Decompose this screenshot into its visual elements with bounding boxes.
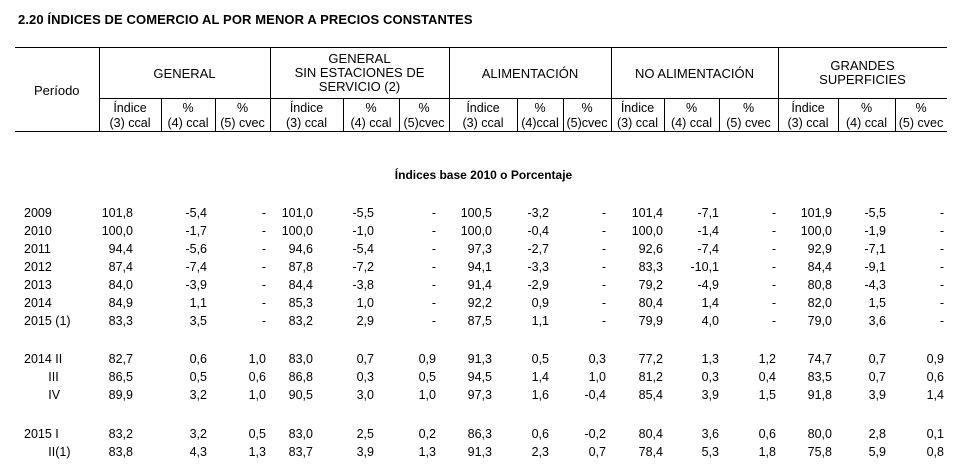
table-cell: 79,0 <box>807 314 832 328</box>
table-cell: 1,4 <box>926 388 944 402</box>
column-divider <box>517 98 518 132</box>
row-period: 2014 <box>24 296 52 310</box>
table-cell: 91,3 <box>467 352 492 366</box>
table-cell: 3,5 <box>189 314 207 328</box>
table-cell: 89,9 <box>108 388 133 402</box>
column-subheader-line: (4) ccal <box>671 116 712 130</box>
table-cell: 1,0 <box>418 388 436 402</box>
table-cell: - <box>431 260 436 274</box>
table-cell: 0,2 <box>418 427 436 441</box>
column-subheader-line: % <box>685 101 698 115</box>
table-cell: 79,9 <box>638 314 663 328</box>
table-cell: 1,6 <box>531 388 549 402</box>
table-cell: 87,4 <box>108 260 133 274</box>
table-cell: 91,3 <box>467 445 492 459</box>
table-cell: -1,9 <box>864 224 886 238</box>
table-row <box>0 242 967 259</box>
table-cell: 92,9 <box>807 242 832 256</box>
column-divider <box>895 98 896 132</box>
table-cell: 1,0 <box>248 352 266 366</box>
row-period: 2013 <box>24 278 52 292</box>
table-cell: 0,9 <box>418 352 436 366</box>
column-divider <box>719 98 720 132</box>
column-subheader-line: Índice <box>620 101 655 115</box>
table-cell: 94,1 <box>467 260 492 274</box>
table-row <box>0 352 967 369</box>
table-row <box>0 206 967 223</box>
table-cell: 0,7 <box>868 352 886 366</box>
table-cell: 75,8 <box>807 445 832 459</box>
row-period: 2010 <box>24 224 52 238</box>
table-cell: 83,0 <box>288 352 313 366</box>
column-subheader-line: Índice <box>466 101 500 115</box>
table-cell: 100,0 <box>460 224 492 238</box>
group-header-line: SUPERFICIES <box>819 72 906 87</box>
table-cell: -5,5 <box>864 206 886 220</box>
column-divider <box>838 98 839 132</box>
table-header-bottom-rule <box>15 131 947 132</box>
table-cell: 84,4 <box>807 260 832 274</box>
column-subheader-line: Índice <box>289 101 324 115</box>
column-subheader-line: % <box>418 101 430 115</box>
column-subheader-line: (4) ccal <box>167 116 209 130</box>
table-cell: 1,4 <box>531 370 549 384</box>
table-cell: 101,9 <box>800 206 832 220</box>
table-cell: - <box>261 314 266 328</box>
table-cell: 3,6 <box>868 314 886 328</box>
table-cell: -3,9 <box>185 278 207 292</box>
table-cell: 0,8 <box>926 445 944 459</box>
table-cell: -0,2 <box>584 427 606 441</box>
table-cell: -5,6 <box>185 242 207 256</box>
row-period: 2014 II <box>24 352 63 366</box>
row-period: 2015 (1) <box>24 314 71 328</box>
table-cell: 85,3 <box>288 296 313 310</box>
table-cell: 0,5 <box>189 370 207 384</box>
table-cell: 1,3 <box>418 445 436 459</box>
table-cell: 90,5 <box>288 388 313 402</box>
table-cell: 3,9 <box>701 388 719 402</box>
subheader-rule <box>99 98 947 99</box>
table-cell: 84,9 <box>108 296 133 310</box>
table-cell: 100,0 <box>101 224 133 238</box>
table-cell: 94,4 <box>108 242 133 256</box>
table-row <box>0 260 967 277</box>
table-cell: 82,0 <box>807 296 832 310</box>
table-cell: - <box>601 224 606 238</box>
table-cell: 0,5 <box>248 427 266 441</box>
column-subheader-line: Índice <box>113 101 147 115</box>
table-cell: 86,8 <box>288 370 313 384</box>
table-row <box>0 296 967 313</box>
table-cell: - <box>601 260 606 274</box>
period-header: Período <box>34 83 80 98</box>
table-cell: -7,2 <box>352 260 374 274</box>
row-period: 2012 <box>24 260 52 274</box>
column-subheader-line: (5) cvec <box>220 116 265 130</box>
table-cell: - <box>431 296 436 310</box>
table-cell: 1,5 <box>758 388 776 402</box>
table-cell: 0,7 <box>356 352 374 366</box>
table-cell: 4,3 <box>189 445 207 459</box>
table-cell: 1,2 <box>758 352 776 366</box>
table-cell: 3,0 <box>356 388 374 402</box>
group-header-line: GRANDES <box>830 58 895 73</box>
table-cell: 2,9 <box>356 314 374 328</box>
table-cell: 1,1 <box>531 314 549 328</box>
table-cell: -1,0 <box>352 224 374 238</box>
column-subheader-line: % <box>365 101 377 115</box>
table-cell: -7,4 <box>185 260 207 274</box>
column-divider <box>449 47 450 132</box>
table-cell: 0,3 <box>701 370 719 384</box>
table-cell: 80,8 <box>807 278 832 292</box>
column-subheader-line: (4) ccal <box>846 116 887 130</box>
table-cell: -0,4 <box>584 388 606 402</box>
column-subheader-line: (3) ccal <box>617 116 658 130</box>
column-divider <box>270 47 271 132</box>
table-cell: 77,2 <box>638 352 663 366</box>
table-cell: 80,4 <box>638 427 663 441</box>
column-subheader-line: % <box>182 101 194 115</box>
table-cell: -2,7 <box>527 242 549 256</box>
table-cell: 1,3 <box>248 445 266 459</box>
table-cell: - <box>939 224 944 238</box>
table-cell: -7,4 <box>697 242 719 256</box>
table-cell: 92,2 <box>467 296 492 310</box>
column-subheader-line: (3) ccal <box>286 116 327 130</box>
table-cell: -5,4 <box>185 206 207 220</box>
table-row <box>0 278 967 295</box>
table-cell: -1,7 <box>185 224 207 238</box>
table-cell: -4,9 <box>697 278 719 292</box>
column-subheader-line: % <box>581 101 593 115</box>
row-period: IV <box>24 388 61 402</box>
table-cell: -0,4 <box>527 224 549 238</box>
table-cell: -9,1 <box>864 260 886 274</box>
table-cell: 3,9 <box>356 445 374 459</box>
table-cell: 0,7 <box>868 370 886 384</box>
table-cell: - <box>771 242 776 256</box>
table-cell: 74,7 <box>807 352 832 366</box>
table-cell: 0,4 <box>758 370 776 384</box>
table-cell: 100,0 <box>800 224 832 238</box>
table-cell: - <box>431 314 436 328</box>
table-cell: 3,9 <box>868 388 886 402</box>
table-cell: - <box>771 224 776 238</box>
table-cell: - <box>939 296 944 310</box>
table-cell: - <box>261 224 266 238</box>
table-row <box>0 370 967 387</box>
column-divider <box>343 98 344 132</box>
table-cell: 81,2 <box>638 370 663 384</box>
table-cell: 0,3 <box>588 352 606 366</box>
table-cell: 80,0 <box>807 427 832 441</box>
group-header-line: GENERAL <box>153 66 216 81</box>
table-cell: 3,2 <box>189 388 207 402</box>
table-cell: 85,4 <box>638 388 663 402</box>
table-cell: 1,0 <box>356 296 374 310</box>
table-cell: 100,0 <box>631 224 663 238</box>
column-subheader-line: % <box>915 101 927 115</box>
table-cell: 4,0 <box>701 314 719 328</box>
table-row <box>0 445 967 462</box>
table-cell: 0,6 <box>189 352 207 366</box>
table-cell: 0,5 <box>418 370 436 384</box>
table-row <box>0 224 967 241</box>
table-cell: 94,5 <box>467 370 492 384</box>
column-subheader-line: (5) cvec <box>898 116 944 130</box>
table-cell: -5,5 <box>352 206 374 220</box>
table-cell: - <box>601 242 606 256</box>
column-divider <box>399 98 400 132</box>
group-header-line: ALIMENTACIÓN <box>481 66 579 81</box>
table-row <box>0 388 967 405</box>
table-cell: 97,3 <box>467 242 492 256</box>
table-cell: 3,2 <box>189 427 207 441</box>
table-cell: 2,5 <box>356 427 374 441</box>
table-cell: 0,6 <box>926 370 944 384</box>
table-cell: 83,3 <box>108 314 133 328</box>
table-cell: - <box>771 260 776 274</box>
column-divider <box>664 98 665 132</box>
table-cell: -4,3 <box>864 278 886 292</box>
table-cell: - <box>431 242 436 256</box>
column-subheader-line: (4) ccal <box>350 116 392 130</box>
column-subheader-line: (3) ccal <box>787 116 829 130</box>
column-divider <box>215 98 216 132</box>
table-cell: - <box>939 260 944 274</box>
table-cell: - <box>771 296 776 310</box>
table-cell: 87,5 <box>467 314 492 328</box>
table-cell: 91,4 <box>467 278 492 292</box>
table-cell: -3,3 <box>527 260 549 274</box>
table-cell: 83,8 <box>108 445 133 459</box>
table-cell: 0,9 <box>531 296 549 310</box>
table-cell: 92,6 <box>638 242 663 256</box>
table-cell: - <box>431 224 436 238</box>
table-cell: 86,5 <box>108 370 133 384</box>
table-cell: -5,4 <box>352 242 374 256</box>
table-cell: 82,7 <box>108 352 133 366</box>
table-cell: 84,4 <box>288 278 313 292</box>
column-subheader-line: % <box>860 101 873 115</box>
column-subheader-line: % <box>742 101 755 115</box>
table-cell: 1,8 <box>758 445 776 459</box>
column-divider <box>611 47 612 132</box>
table-cell: -10,1 <box>690 260 719 274</box>
page-title: 2.20 ÍNDICES DE COMERCIO AL POR MENOR A PRECIOS CONSTANTES <box>18 12 473 27</box>
column-divider <box>161 98 162 132</box>
group-header-line: SIN ESTACIONES DE <box>294 65 425 80</box>
table-cell: - <box>261 278 266 292</box>
table-cell: 0,6 <box>531 427 549 441</box>
group-header-line: NO ALIMENTACIÓN <box>635 66 754 81</box>
table-cell: - <box>939 242 944 256</box>
column-divider <box>778 47 779 132</box>
table-cell: 91,8 <box>807 388 832 402</box>
table-cell: 0,1 <box>926 427 944 441</box>
table-cell: - <box>771 206 776 220</box>
table-cell: 83,5 <box>807 370 832 384</box>
table-cell: 86,3 <box>467 427 492 441</box>
table-cell: 83,3 <box>638 260 663 274</box>
table-cell: 0,6 <box>248 370 266 384</box>
column-subheader-line: % <box>534 101 546 115</box>
table-cell: 0,3 <box>356 370 374 384</box>
table-cell: - <box>261 296 266 310</box>
table-cell: - <box>601 206 606 220</box>
unit-label: Índices base 2010 o Porcentaje <box>394 168 573 182</box>
row-period: 2011 <box>24 242 51 256</box>
table-cell: - <box>939 206 944 220</box>
table-cell: -2,9 <box>527 278 549 292</box>
table-cell: 80,4 <box>638 296 663 310</box>
table-cell: - <box>939 278 944 292</box>
row-period: 2009 <box>24 206 52 220</box>
row-period: 2015 I <box>24 427 59 441</box>
table-cell: - <box>261 206 266 220</box>
table-cell: 83,2 <box>108 427 133 441</box>
table-cell: 1,0 <box>588 370 606 384</box>
table-cell: -3,8 <box>352 278 374 292</box>
table-cell: 83,0 <box>288 427 313 441</box>
group-header-line: SERVICIO (2) <box>318 79 401 94</box>
table-cell: - <box>601 314 606 328</box>
table-cell: 2,8 <box>868 427 886 441</box>
table-cell: 2,3 <box>531 445 549 459</box>
column-subheader-line: (5) cvec <box>726 116 771 130</box>
table-cell: - <box>261 242 266 256</box>
table-cell: 1,5 <box>868 296 886 310</box>
table-cell: - <box>431 206 436 220</box>
table-cell: 5,3 <box>701 445 719 459</box>
table-cell: -3,2 <box>527 206 549 220</box>
table-cell: 5,9 <box>868 445 886 459</box>
table-top-rule <box>15 47 947 48</box>
table-row <box>0 427 967 444</box>
table-cell: 1,3 <box>701 352 719 366</box>
table-cell: - <box>939 314 944 328</box>
table-cell: - <box>771 278 776 292</box>
column-divider <box>563 98 564 132</box>
table-cell: -1,4 <box>697 224 719 238</box>
column-subheader-line: (4)ccal <box>521 116 559 130</box>
table-cell: 84,0 <box>108 278 133 292</box>
table-cell: 3,6 <box>701 427 719 441</box>
row-period: III <box>24 370 59 384</box>
row-period: II(1) <box>24 445 71 459</box>
table-cell: - <box>601 278 606 292</box>
table-cell: 0,9 <box>926 352 944 366</box>
table-cell: 100,5 <box>460 206 492 220</box>
table-cell: 79,2 <box>638 278 663 292</box>
table-cell: 101,0 <box>281 206 313 220</box>
table-cell: - <box>431 278 436 292</box>
group-header-line: GENERAL <box>328 51 391 66</box>
table-cell: 83,2 <box>288 314 313 328</box>
table-cell: - <box>771 314 776 328</box>
table-cell: 0,7 <box>588 445 606 459</box>
table-cell: 1,0 <box>248 388 266 402</box>
table-cell: 1,1 <box>189 296 207 310</box>
column-subheader-line: Índice <box>791 101 825 115</box>
table-cell: -7,1 <box>864 242 886 256</box>
table-cell: -7,1 <box>697 206 719 220</box>
table-cell: 83,7 <box>288 445 313 459</box>
table-cell: 0,5 <box>531 352 549 366</box>
column-subheader-line: (3) ccal <box>109 116 151 130</box>
column-subheader-line: (3) ccal <box>462 116 504 130</box>
table-cell: 78,4 <box>638 445 663 459</box>
table-cell: 101,4 <box>631 206 663 220</box>
table-cell: 97,3 <box>467 388 492 402</box>
table-cell: 1,4 <box>701 296 719 310</box>
table-cell: 100,0 <box>281 224 313 238</box>
table-cell: 0,6 <box>758 427 776 441</box>
table-cell: 87,8 <box>288 260 313 274</box>
column-subheader-line: % <box>236 101 249 115</box>
column-divider <box>99 47 100 132</box>
table-cell: 94,6 <box>288 242 313 256</box>
table-row <box>0 314 967 331</box>
table-cell: - <box>261 260 266 274</box>
table-cell: - <box>601 296 606 310</box>
column-subheader-line: (5)cvec <box>403 116 445 130</box>
column-subheader-line: (5)cvec <box>566 116 608 130</box>
table-cell: 101,8 <box>101 206 133 220</box>
